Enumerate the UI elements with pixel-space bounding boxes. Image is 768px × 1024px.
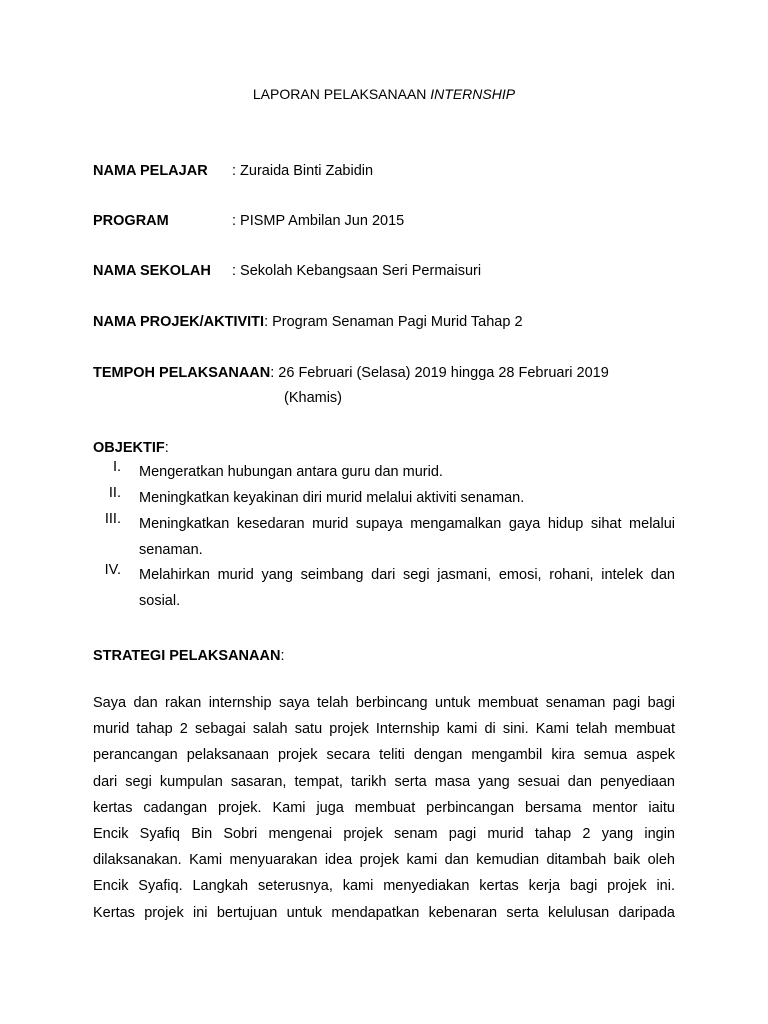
field-nama-projek [93, 314, 523, 330]
objektif-item-text [139, 485, 675, 511]
paragraph-line: Kertas projek ini bertujuan untuk mendapatkan kebenaran serta kelulusan daripada [93, 904, 675, 921]
paragraph-line: kertas cadangan projek. Kami juga membuat perbincangan bersama mentor iaitu [93, 799, 675, 816]
field-label: NAMA PELAJAR [93, 163, 208, 179]
paragraph-line: dari segi kumpulan sasaran, tempat, tarikh serta masa yang sesuai dan penyediaan [93, 773, 675, 790]
objektif-item-number: IV. [104, 562, 121, 578]
paragraph-line: perancangan pelaksanaan projek secara teliti dengan mengambil kira semua aspek [93, 747, 675, 764]
paragraph-line: dilaksanakan. Kami menyuarakan idea projek kami dan kemudian ditambah baik oleh [93, 852, 675, 869]
strategi-heading [93, 648, 284, 664]
strategi-heading-colon: : [280, 648, 285, 664]
objektif-item-number: II. [108, 485, 121, 501]
field-value: : 26 Februari (Selasa) 2019 hingga 28 Februari 2019 [270, 365, 609, 381]
objektif-heading [93, 440, 169, 456]
strategi-heading-label: STRATEGI PELAKSANAAN [93, 648, 281, 664]
document-title [0, 86, 768, 102]
field-value: : Sekolah Kebangsaan Seri Permaisuri [232, 263, 482, 279]
objektif-item-line: sosial. [139, 593, 181, 609]
title-italic: INTERNSHIP [430, 86, 516, 102]
objektif-item-line: Meningkatkan keyakinan diri murid melalui aktiviti senaman. [139, 490, 525, 506]
field-tempoh-continuation: (Khamis) [284, 390, 343, 406]
paragraph-line: Saya dan rakan internship saya telah berbincang untuk membuat senaman pagi bagi [93, 695, 675, 711]
field-nama-sekolah [93, 263, 481, 279]
paragraph-line: Encik Syafiq. Langkah seterusnya, kami menyediakan kertas kerja bagi projek ini. [93, 878, 675, 895]
objektif-item-line: Melahirkan murid yang seimbang dari segi jasmani, emosi, rohani, intelek dan [139, 567, 675, 583]
objektif-item-line: senaman. [139, 542, 203, 558]
field-tempoh-pelaksanaan [93, 365, 609, 381]
objektif-item-line: Mengeratkan hubungan antara guru dan murid. [139, 464, 443, 480]
field-nama-pelajar [93, 163, 373, 179]
objektif-item-number: III. [104, 511, 121, 527]
paragraph-line: murid tahap 2 sebagai salah satu projek Internship kami di sini. Kami telah membuat [93, 721, 675, 738]
field-label: PROGRAM [93, 213, 169, 229]
field-label: TEMPOH PELAKSANAAN [93, 365, 271, 381]
objektif-item-number: I. [112, 459, 121, 475]
objektif-item-text [139, 459, 675, 485]
objektif-item-line: Meningkatkan kesedaran murid supaya mengamalkan gaya hidup sihat melalui [139, 516, 675, 532]
field-value: : Zuraida Binti Zabidin [232, 163, 374, 179]
title-main: LAPORAN PELAKSANAAN [252, 86, 427, 102]
objektif-item-text [139, 511, 675, 563]
field-value: : PISMP Ambilan Jun 2015 [232, 213, 405, 229]
objektif-heading-colon: : [164, 440, 169, 456]
field-label: NAMA PROJEK/AKTIVITI [93, 314, 265, 330]
objektif-item-text [139, 562, 675, 614]
objektif-heading-label: OBJEKTIF [93, 440, 165, 456]
field-program [93, 213, 404, 229]
field-label: NAMA SEKOLAH [93, 263, 211, 279]
paragraph-line: Encik Syafiq Bin Sobri mengenai projek senam pagi murid tahap 2 yang ingin [93, 826, 675, 843]
strategi-paragraph [93, 690, 675, 926]
field-value: : Program Senaman Pagi Murid Tahap 2 [264, 314, 523, 330]
